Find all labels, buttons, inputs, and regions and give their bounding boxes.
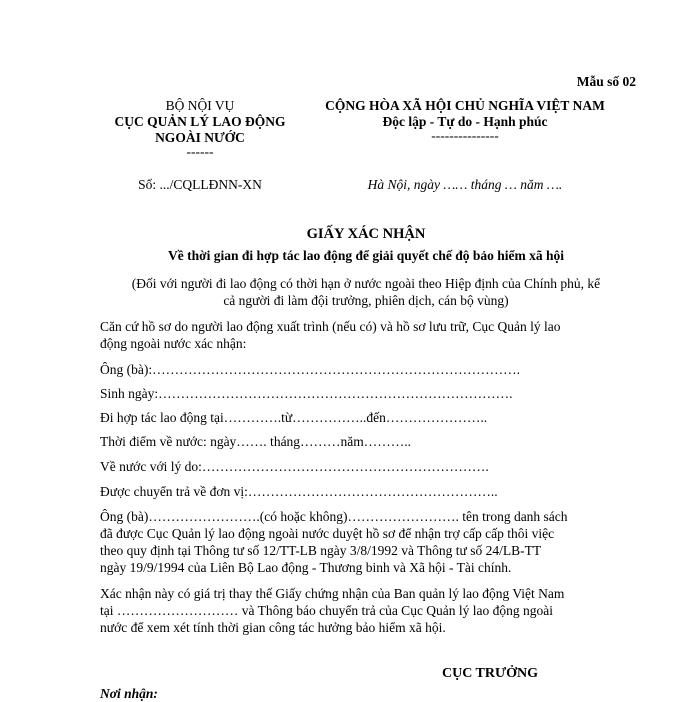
confirmation-line-2: tại ……………………… và Thông báo chuyển trả của Cục Quản lý lao động ngoài [100, 603, 554, 618]
basis-line-1: Căn cứ hồ sơ do người lao động xuất trình (nếu có) và hồ sơ lưu trữ, Cục Quản lý lao [100, 319, 561, 334]
scope-note [100, 275, 632, 309]
country-name: CỘNG HÒA XÃ HỘI CHỦ NGHĨA VIỆT NAM [325, 98, 605, 113]
basis-line-2: động ngoài nước xác nhận: [100, 336, 247, 351]
header-left [90, 98, 310, 158]
name-field: Ông (bà):………………………………………………………………………. [100, 362, 520, 377]
confirmation-line-3: nước để xem xét tính thời gian công tác hưởng bảo hiểm xã hội. [100, 620, 446, 635]
statement-paragraph [100, 508, 632, 576]
place-date: Hà Nội, ngày …… tháng … năm …. [367, 177, 563, 192]
recipients-label: Nơi nhận: [100, 686, 158, 701]
header-right [300, 98, 630, 142]
transfer-unit-field: Được chuyển trả về đơn vị:……………………………………………….. [100, 484, 498, 499]
dob-field: Sinh ngày:……………………………………………………………………. [100, 386, 513, 401]
scope-line-2: cả người đi làm đội trưởng, phiên dịch, cán bộ vùng) [223, 293, 509, 308]
ministry-name: BỘ NỘI VỤ [165, 98, 235, 113]
national-motto: Độc lập - Tự do - Hạnh phúc [382, 114, 548, 129]
return-time-field: Thời điểm về nước: ngày……. tháng………năm……….. [100, 434, 412, 449]
right-separator: --------------- [431, 128, 499, 143]
left-separator: ------ [186, 144, 214, 159]
signature-title: CỤC TRƯỞNG [441, 666, 539, 681]
basis-paragraph [100, 318, 632, 352]
statement-line-1: Ông (bà)…………………….(có hoặc không)……………………. tên trong danh sách [100, 509, 568, 524]
statement-line-2: đã được Cục Quản lý lao động ngoài nước duyệt hồ sơ để nhận trợ cấp cấp thôi việc [100, 526, 555, 541]
scope-line-1: (Đối với người đi lao động có thời hạn ở nước ngoài theo Hiệp định của Chính phủ, kể [131, 276, 601, 291]
confirmation-line-1: Xác nhận này có giá trị thay thế Giấy chứng nhận của Ban quản lý lao động Việt Nam [100, 586, 565, 601]
document-number: Số: .../CQLLĐNN-XN [138, 177, 262, 192]
return-reason-field: Về nước với lý do:………………………………………………………. [100, 459, 489, 474]
statement-line-4: ngày 19/9/1994 của Liên Bộ Lao động - Thương binh và Xã hội - Tài chính. [100, 560, 512, 575]
confirmation-paragraph [100, 585, 632, 636]
statement-line-3: theo quy định tại Thông tư số 12/TT-LB ngày 3/8/1992 và Thông tư số 24/LB-TT [100, 543, 542, 558]
department-name-line2: NGOÀI NƯỚC [155, 130, 245, 145]
document-subtitle: Về thời gian đi hợp tác lao động để giải quyết chế độ bảo hiểm xã hội [167, 248, 564, 263]
document-title: GIẤY XÁC NHẬN [306, 226, 426, 242]
work-abroad-field: Đi hợp tác lao động tại………….từ……………..đến………………….. [100, 410, 488, 425]
form-number: Mẫu số 02 [576, 74, 636, 89]
department-name-line1: CỤC QUẢN LÝ LAO ĐỘNG [114, 114, 286, 129]
